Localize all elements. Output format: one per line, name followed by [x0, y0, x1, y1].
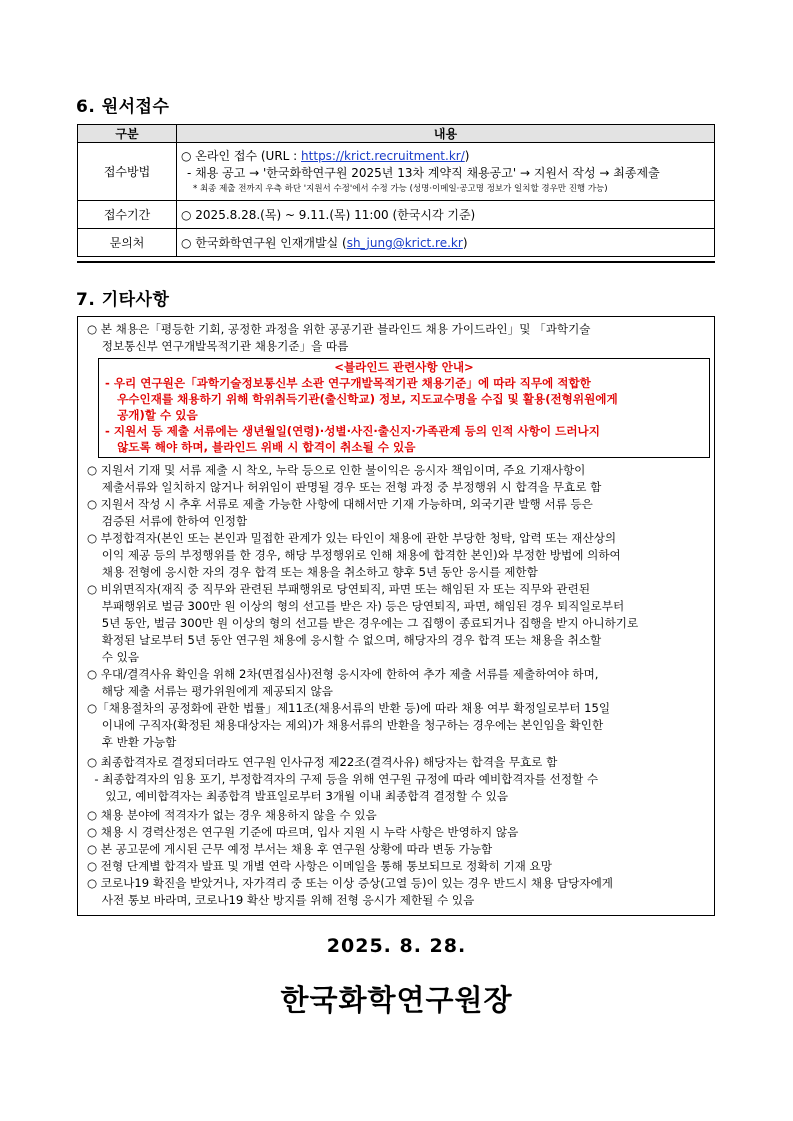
list-item: ○ 최종합격자로 결정되더라도 연구원 인사규정 제22조(결격사유) 해당자는 합격을 무효로 함: [87, 755, 558, 769]
list-item: ○ 전형 단계별 합격자 발표 및 개별 연락 사항은 이메일을 통해 통보되므로 정확히 기재 요망: [87, 859, 552, 873]
list-item: ○ 부정합격자(본인 또는 본인과 밀접한 관계가 있는 타인이 채용에 관한 부당한 청탁, 압력 또는 재산상의: [87, 531, 617, 545]
paren-close: ): [462, 236, 468, 250]
notice-line: - 지원서 등 제출 서류에는 생년월일(연령)·성별·사진·출신지·가족관계 등의 인적 사항이 드러나지: [105, 424, 600, 438]
announcement-date: 2025. 8. 28.: [326, 935, 467, 957]
list-item: 확정된 날로부터 5년 동안 연구원 채용에 응시할 수 없으며, 해당자의 경우 합격 또는 채용을 취소할: [87, 633, 602, 647]
blind-notice-title: <블라인드 관련사항 안내>: [334, 360, 474, 374]
row-content-method: [177, 143, 715, 201]
row-content-contact: [177, 229, 715, 257]
list-item: 제출서류와 일치하지 않거나 허위임이 판명될 경우 또는 전형 과정 중 부정행위 시 합격을 무효로 함: [87, 480, 602, 494]
section-7-title: 7. 기타사항: [76, 290, 170, 310]
apply-note: * 최종 제출 전까지 우측 하단 '지원서 수정'에서 수정 가능 (성명·이메일·공고명 정보가 일치할 경우만 진행 가능): [193, 183, 608, 194]
list-item: 수 있음: [87, 650, 140, 664]
list-item: 정보통신부 연구개발목적기관 채용기준」을 따름: [87, 339, 349, 353]
paren-close: ): [464, 148, 470, 163]
list-item: 사전 통보 바라며, 코로나19 확산 방지를 위해 전형 응시가 제한될 수 있음: [87, 893, 475, 907]
apply-steps: - 채용 공고 → '한국화학연구원 2025년 13차 계약직 채용공고' → 지원서 작성 → 최종제출: [187, 165, 660, 180]
list-item: 있고, 예비합격자는 최종합격 발표일로부터 3개월 이내 최종합격 결정할 수 있음: [87, 789, 509, 803]
contact-text: ○ 한국화학연구원 인재개발실 (: [181, 236, 347, 250]
row-content-period: ○ 2025.8.28.(목) ~ 9.11.(목) 11:00 (한국시각 기준): [177, 201, 715, 229]
blind-notice-box: [98, 358, 710, 458]
list-item: 검증된 서류에 한하여 인정함: [87, 514, 248, 528]
contact-email-link[interactable]: sh_jung@krict.re.kr: [346, 236, 463, 250]
section-6-title: 6. 원서접수: [76, 97, 170, 117]
list-item: ○ 코로나19 확진을 받았거나, 자가격리 중 또는 이상 증상(고열 등)이 있는 경우 반드시 채용 담당자에게: [87, 876, 613, 890]
list-item: ○ 본 채용은「평등한 기회, 공정한 과정을 위한 공공기관 블라인드 채용 가이드라인」및 「과학기술: [87, 322, 591, 336]
list-item: 후 반환 가능함: [87, 735, 177, 749]
misc-box: [77, 316, 715, 916]
notice-line: 공개)할 수 있음: [105, 408, 198, 422]
list-item: ○ 채용 시 경력산정은 연구원 기준에 따르며, 입사 지원 시 누락 사항은 반영하지 않음: [87, 825, 519, 839]
list-item: 부패행위로 벌금 300만 원 이상의 형의 선고를 받은 자) 등은 당연퇴직, 파면, 해임된 경우 퇴직일로부터: [87, 599, 625, 613]
notice-line: 않도록 해야 하며, 블라인드 위배 시 합격이 취소될 수 있음: [105, 440, 416, 454]
issuer-signature: 한국화학연구원장: [280, 983, 513, 1017]
list-item: 이내에 구직자(확정된 채용대상자는 제외)가 채용서류의 반환을 청구하는 경우에는 본인임을 확인한: [87, 718, 604, 732]
header-category: 구분: [78, 125, 177, 143]
row-label-contact: 문의처: [78, 229, 177, 257]
list-item: 이익 제공 등의 부정행위를 한 경우, 해당 부정행위로 인해 채용에 합격한 본인)와 부정한 방법에 의하여: [87, 548, 621, 562]
list-item: ○ 지원서 기재 및 서류 제출 시 착오, 누락 등으로 인한 불이익은 응시자 책임이며, 주요 기재사항이: [87, 463, 586, 477]
list-item: 5년 동안, 벌금 300만 원 이상의 형의 선고를 받은 경우에는 그 집행이 종료되거나 집행을 받지 아니하기로: [87, 616, 639, 630]
row-label-period: 접수기간: [78, 201, 177, 229]
notice-line: - 우리 연구원은「과학기술정보통신부 소관 연구개발목적기관 채용기준」에 따라 직무에 적합한: [105, 376, 591, 390]
list-item: ○ 우대/결격사유 확인을 위해 2차(면접심사)전형 응시자에 한하여 추가 제출 서류를 제출하여야 하며,: [87, 667, 599, 681]
application-table: [77, 124, 715, 257]
list-item: ○ 채용 분야에 적격자가 없는 경우 채용하지 않을 수 있음: [87, 808, 377, 822]
notice-line: 우수인재를 채용하기 위해 학위취득기관(출신학교) 정보, 지도교수명을 수집 및 활용(전형위원에게: [105, 392, 618, 406]
list-item: 해당 제출 서류는 평가위원에게 제공되지 않음: [87, 684, 333, 698]
list-item: ○「채용절차의 공정화에 관한 법률」제11조(채용서류의 반환 등)에 따라 채용 여부 확정일로부터 15일: [87, 701, 611, 715]
online-apply-text: ○ 온라인 접수 (URL :: [181, 148, 302, 163]
list-item: ○ 비위면직자(재직 중 직무와 관련된 부패행위로 당연퇴직, 파면 또는 해임된 자 또는 직무와 관련된: [87, 582, 591, 596]
online-apply-line: [181, 148, 710, 165]
recruitment-link[interactable]: https://krict.recruitment.kr/: [301, 148, 465, 163]
list-item: 채용 전형에 응시한 자의 경우 합격 또는 채용을 취소하고 향후 5년 동안 응시를 제한함: [87, 565, 538, 579]
row-label-method: 접수방법: [78, 143, 177, 201]
list-item: - 최종합격자의 임용 포기, 부정합격자의 구제 등을 위해 연구원 규정에 따라 예비합격자를 선정할 수: [87, 772, 599, 786]
list-item: ○ 본 공고문에 게시된 근무 예정 부서는 채용 후 연구원 상황에 따라 변동 가능함: [87, 842, 493, 856]
header-content: 내용: [177, 125, 715, 143]
list-item: ○ 지원서 작성 시 추후 서류로 제출 가능한 사항에 대해서만 기재 가능하며, 외국기관 발행 서류 등은: [87, 497, 593, 511]
